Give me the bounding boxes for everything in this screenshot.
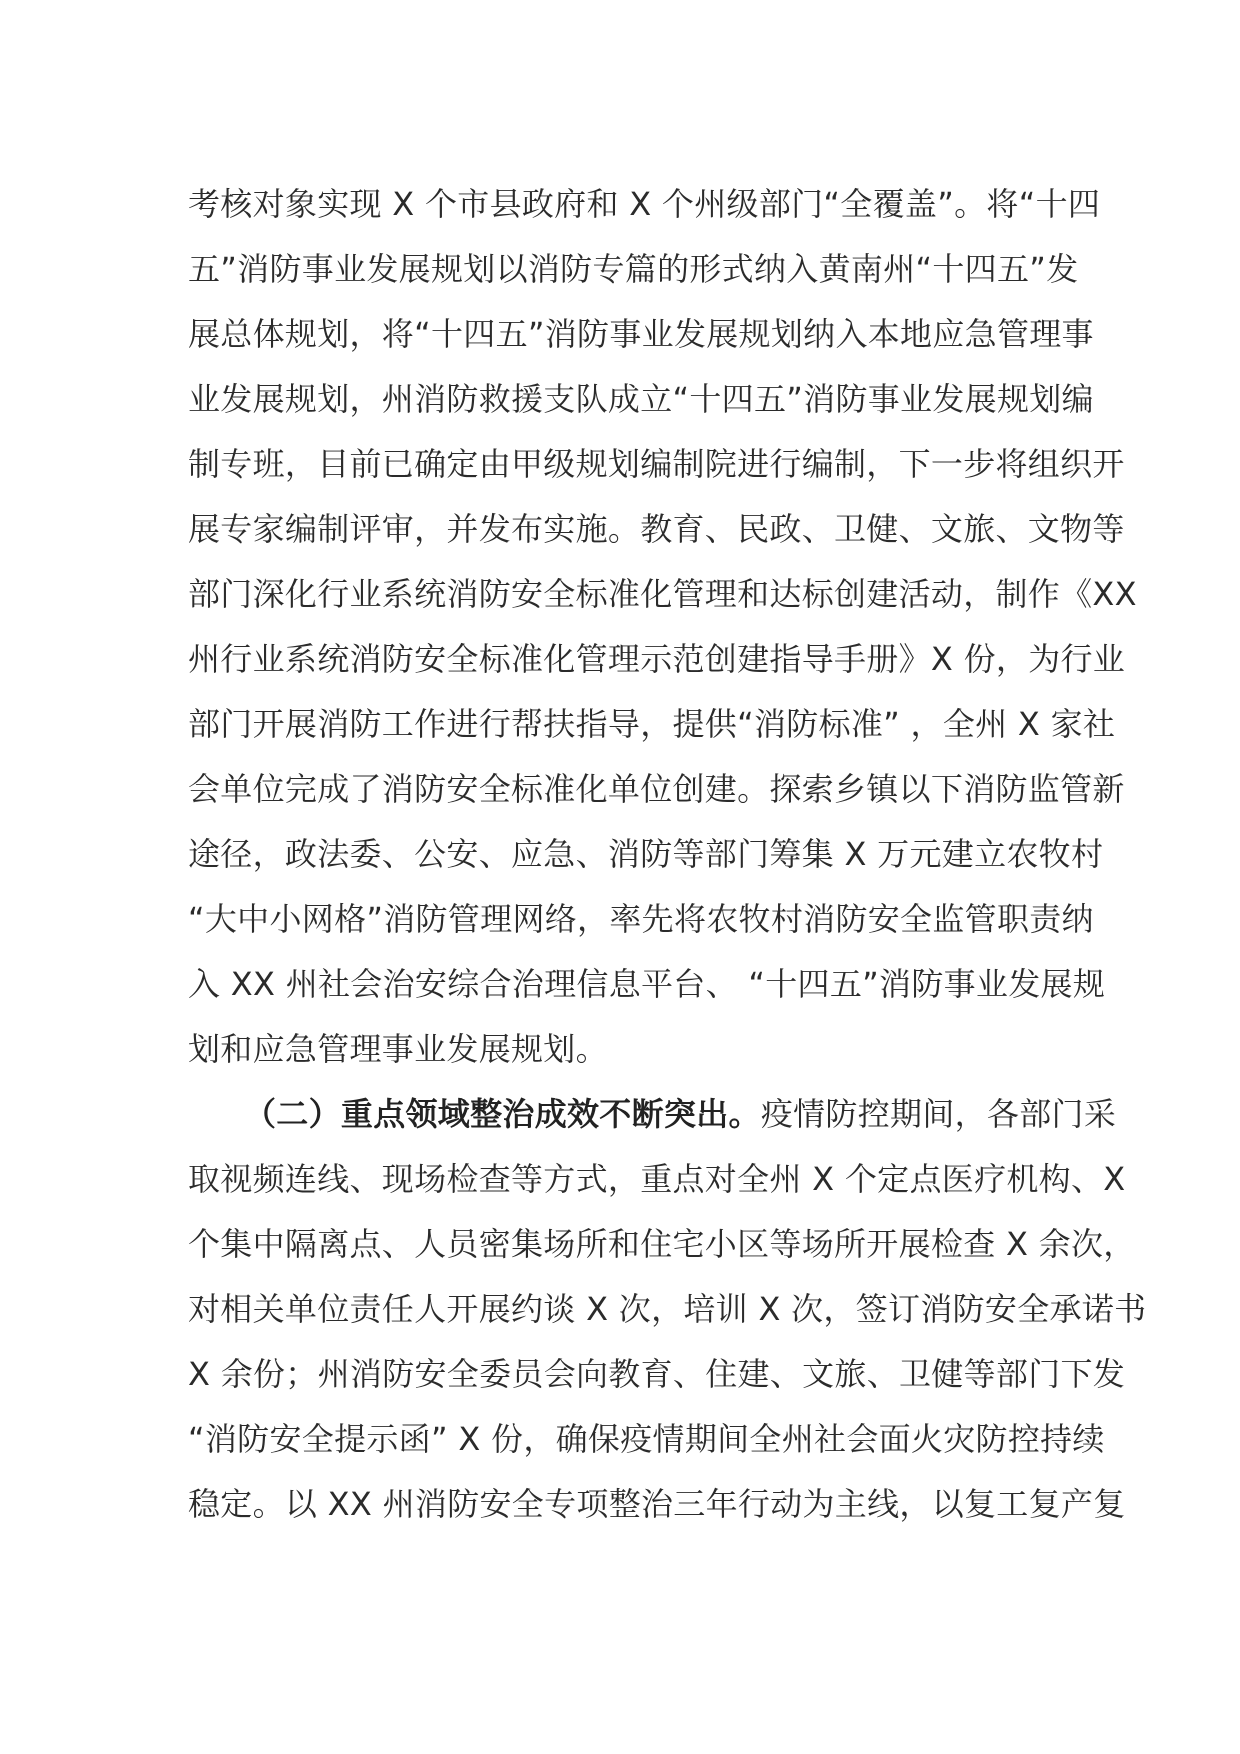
paragraph-1-line: “大中小网格”消防管理网络，率先将农牧村消防安全监管职责纳	[188, 900, 1094, 938]
paragraph-1-line: 会单位完成了消防安全标准化单位创建。探索乡镇以下消防监管新	[188, 770, 1125, 808]
paragraph-2-line: 对相关单位责任人开展约谈 X 次，培训 X 次，签订消防安全承诺书	[188, 1290, 1147, 1328]
paragraph-1	[188, 172, 1137, 1082]
paragraph-1-line: 划和应急管理事业发展规划。	[188, 1030, 608, 1068]
paragraph-2-first-line	[188, 1082, 1117, 1147]
paragraph-2-line: X 余份；州消防安全委员会向教育、住建、文旅、卫健等部门下发	[188, 1355, 1126, 1393]
paragraph-1-line: 考核对象实现 X 个市县政府和 X 个州级部门“全覆盖”。将“十四	[188, 185, 1101, 223]
paragraph-2	[188, 1082, 1147, 1537]
paragraph-1-line: 部门深化行业系统消防安全标准化管理和达标创建活动，制作《XX	[188, 575, 1137, 613]
paragraph-1-line: 展总体规划，将“十四五”消防事业发展规划纳入本地应急管理事	[188, 315, 1094, 353]
paragraph-2-line: 个集中隔离点、人员密集场所和住宅小区等场所开展检查 X 余次，	[188, 1225, 1136, 1263]
paragraph-2-line: 取视频连线、现场检查等方式，重点对全州 X 个定点医疗机构、X	[188, 1160, 1126, 1198]
paragraph-1-line: 五”消防事业发展规划以消防专篇的形式纳入黄南州“十四五”发	[188, 250, 1079, 288]
paragraph-2-first-line-text: 疫情防控期间，各部门采	[760, 1095, 1117, 1133]
paragraph-1-line: 展专家编制评审，并发布实施。教育、民政、卫健、文旅、文物等	[188, 510, 1125, 548]
section-heading: （二）重点领域整治成效不断突出。	[244, 1095, 761, 1133]
paragraph-1-line: 部门开展消防工作进行帮扶指导，提供“消防标准” ，全州 X 家社	[188, 705, 1116, 743]
paragraph-1-line: 业发展规划，州消防救援支队成立“十四五”消防事业发展规划编	[188, 380, 1094, 418]
paragraph-1-line: 途径，政法委、公安、应急、消防等部门筹集 X 万元建立农牧村	[188, 835, 1104, 873]
paragraph-1-line: 制专班，目前已确定由甲级规划编制院进行编制，下一步将组织开	[188, 445, 1125, 483]
paragraph-1-line: 入 XX 州社会治安综合治理信息平台、 “十四五”消防事业发展规	[188, 965, 1106, 1003]
paragraph-1-line: 州行业系统消防安全标准化管理示范创建指导手册》X 份，为行业	[188, 640, 1126, 678]
paragraph-2-line: “消防安全提示函” X 份，确保疫情期间全州社会面火灾防控持续	[188, 1420, 1105, 1458]
document-body	[188, 172, 1147, 1537]
paragraph-2-line: 稳定。以 XX 州消防安全专项整治三年行动为主线，以复工复产复	[188, 1485, 1126, 1523]
